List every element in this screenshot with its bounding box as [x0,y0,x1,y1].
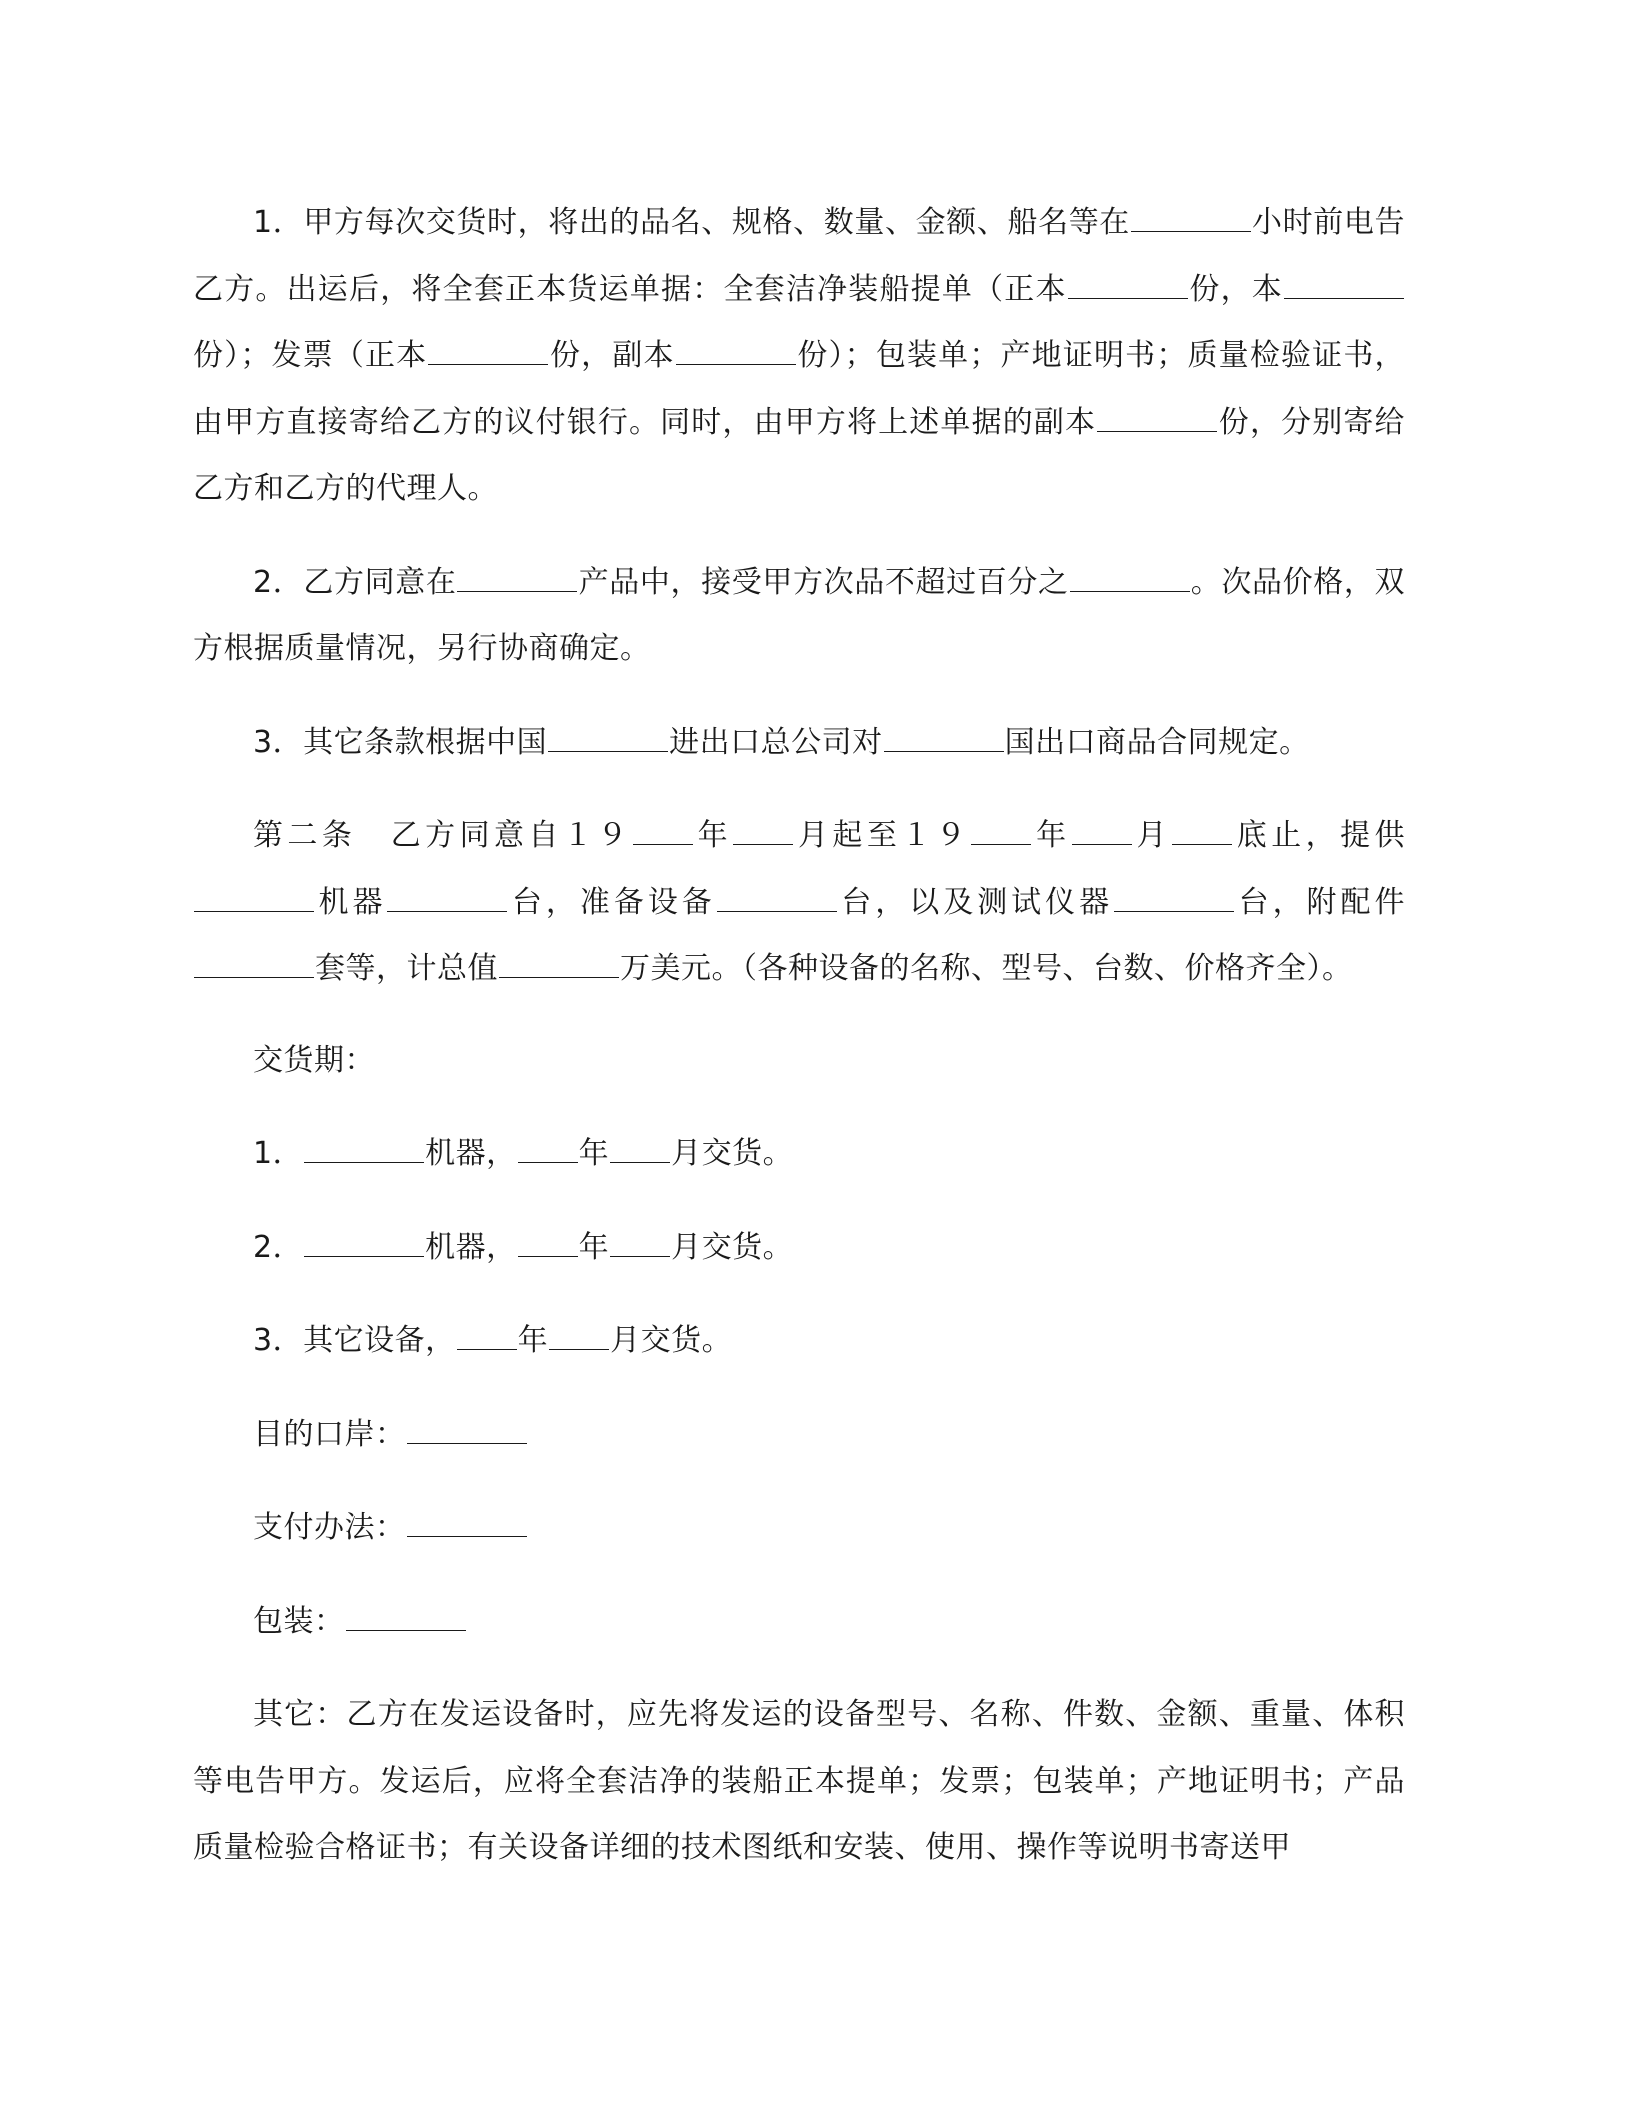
delivery-item-1-year: 年 [578,1136,610,1171]
fill-blank-document-copies[interactable] [1097,404,1217,432]
delivery-item-2-year: 年 [578,1229,610,1265]
fill-blank-total-value[interactable] [499,950,619,978]
fill-blank-delivery-2-machine[interactable] [304,1229,424,1257]
fill-blank-delivery-2-year[interactable] [518,1229,578,1257]
fill-blank-end-year[interactable] [971,817,1031,845]
fill-blank-delivery-1-machine[interactable] [304,1135,424,1163]
fill-blank-bl-copies[interactable] [1284,271,1404,299]
payment-method-line [193,1495,1405,1562]
fill-blank-packing[interactable] [346,1603,466,1631]
fill-blank-instrument-count[interactable] [1114,884,1234,912]
destination-port-label: 目的口岸： [253,1416,406,1452]
delivery-item-3-year: 年 [517,1323,549,1358]
fill-blank-delivery-2-month[interactable] [610,1229,670,1257]
fill-blank-delivery-1-year[interactable] [518,1135,578,1163]
delivery-item-3 [193,1308,1405,1375]
fill-blank-hours[interactable] [1131,204,1251,232]
delivery-item-1 [193,1121,1405,1188]
clause-1-text-e: 份，副本 [549,338,675,373]
clause-2-paragraph [193,550,1405,683]
fill-blank-machine-count[interactable] [387,884,507,912]
clause-1-text-g: 份，分别寄给乙方和乙方的代理人。 [193,404,1406,506]
fill-blank-accessory-sets[interactable] [194,950,314,978]
fill-blank-delivery-1-month[interactable] [610,1135,670,1163]
fill-blank-country[interactable] [884,724,1004,752]
article-2-text-i: 台，以及测试仪器 [837,884,1114,920]
fill-blank-start-year[interactable] [633,817,693,845]
delivery-item-2-month: 月交货。 [671,1229,794,1265]
article-2-text-g: 机器 [315,884,387,920]
fill-blank-end-month[interactable] [1072,817,1132,845]
fill-blank-end-day[interactable] [1172,817,1232,845]
other-terms-paragraph [193,1682,1405,1882]
clause-3-text-b: 进出口总公司对 [669,724,883,760]
delivery-item-3-month: 月交货。 [610,1323,733,1358]
fill-blank-invoice-copies[interactable] [676,337,796,365]
fill-blank-product[interactable] [457,564,577,592]
clause-3-text-a: 3．其它条款根据中国 [253,724,548,760]
fill-blank-payment-method[interactable] [407,1509,527,1537]
clause-1-text-d: 份）；发票（正本 [193,338,428,373]
fill-blank-bl-original[interactable] [1068,271,1188,299]
delivery-item-2-machine: 机器， [425,1229,517,1265]
fill-blank-equipment-count[interactable] [717,884,837,912]
other-terms-text: 其它：乙方在发运设备时，应先将发运的设备型号、名称、件数、金额、重量、体积等电告甲方。发运后，应将全套洁净的装船正本提单；发票；包装单；产地证明书；产品质量检验合格证书；有关设备详细的技术图纸和安装、使用、操作等说明书寄送甲 [193,1697,1405,1865]
fill-blank-delivery-3-month[interactable] [549,1322,609,1350]
delivery-item-1-num: 1． [253,1136,304,1171]
fill-blank-corporation[interactable] [548,724,668,752]
clause-1-paragraph [193,190,1405,523]
delivery-item-1-machine: 机器， [425,1136,517,1171]
fill-blank-destination-port[interactable] [407,1416,527,1444]
clause-3-text-c: 国出口商品合同规定。 [1004,724,1310,760]
delivery-heading-text: 交货期： [253,1042,375,1078]
article-2-text-d: 年 [1032,818,1071,853]
clause-2-text-a: 2．乙方同意在 [253,564,457,600]
clause-2-text-b: 产品中，接受甲方次品不超过百分之 [578,564,1069,600]
article-2-text-f: 底止，提供 [1232,818,1406,853]
delivery-item-2-num: 2． [253,1229,304,1265]
clause-1-text-f: 份）；包装单；产地证明书；质量检验证书，由甲方直接寄给乙方的议付银行。同时，由甲方将上述单据的副本 [193,338,1406,440]
clause-2-text-c: 。次品价格，双方根据质量情况，另行协商确定。 [193,564,1406,666]
article-2-text-l: 万美元。（各种设备的名称、型号、台数、价格齐全）。 [620,951,1353,986]
article-2-text-a: 第二条 乙方同意自１９ [253,818,632,853]
fill-blank-delivery-3-year[interactable] [457,1322,517,1350]
fill-blank-invoice-original[interactable] [428,337,548,365]
article-2-text-e: 月 [1132,818,1171,853]
delivery-item-2 [193,1215,1405,1282]
fill-blank-defect-percent[interactable] [1070,564,1190,592]
payment-method-label: 支付办法： [253,1510,406,1545]
delivery-item-1-month: 月交货。 [671,1136,794,1171]
packing-label: 包装： [253,1603,345,1639]
article-2-text-h: 台，准备设备 [508,884,716,920]
fill-blank-start-month[interactable] [733,817,793,845]
packing-line [193,1589,1405,1656]
delivery-heading [193,1028,1405,1095]
destination-port-line [193,1402,1405,1469]
article-2-text-c: 月起至１９ [794,818,971,853]
clause-3-paragraph [193,710,1405,777]
fill-blank-machine-type[interactable] [194,884,314,912]
article-2-text-j: 台，附配件 [1235,884,1406,920]
clause-1-text-c: 份，本 [1188,271,1283,307]
article-2-text-k: 套等，计总值 [315,951,498,986]
clause-1-text-a: 1．甲方每次交货时，将出的品名、规格、数量、金额、船名等在 [253,205,1130,240]
contract-page [193,190,1405,1882]
article-2-paragraph [193,803,1405,1003]
delivery-item-3-prefix: 3．其它设备， [253,1323,456,1358]
article-2-text-b: 年 [693,818,733,853]
clause-1-text-b: 小时前电告乙方。出运后，将全套正本货运单据：全套洁净装船提单（正本 [193,205,1405,307]
